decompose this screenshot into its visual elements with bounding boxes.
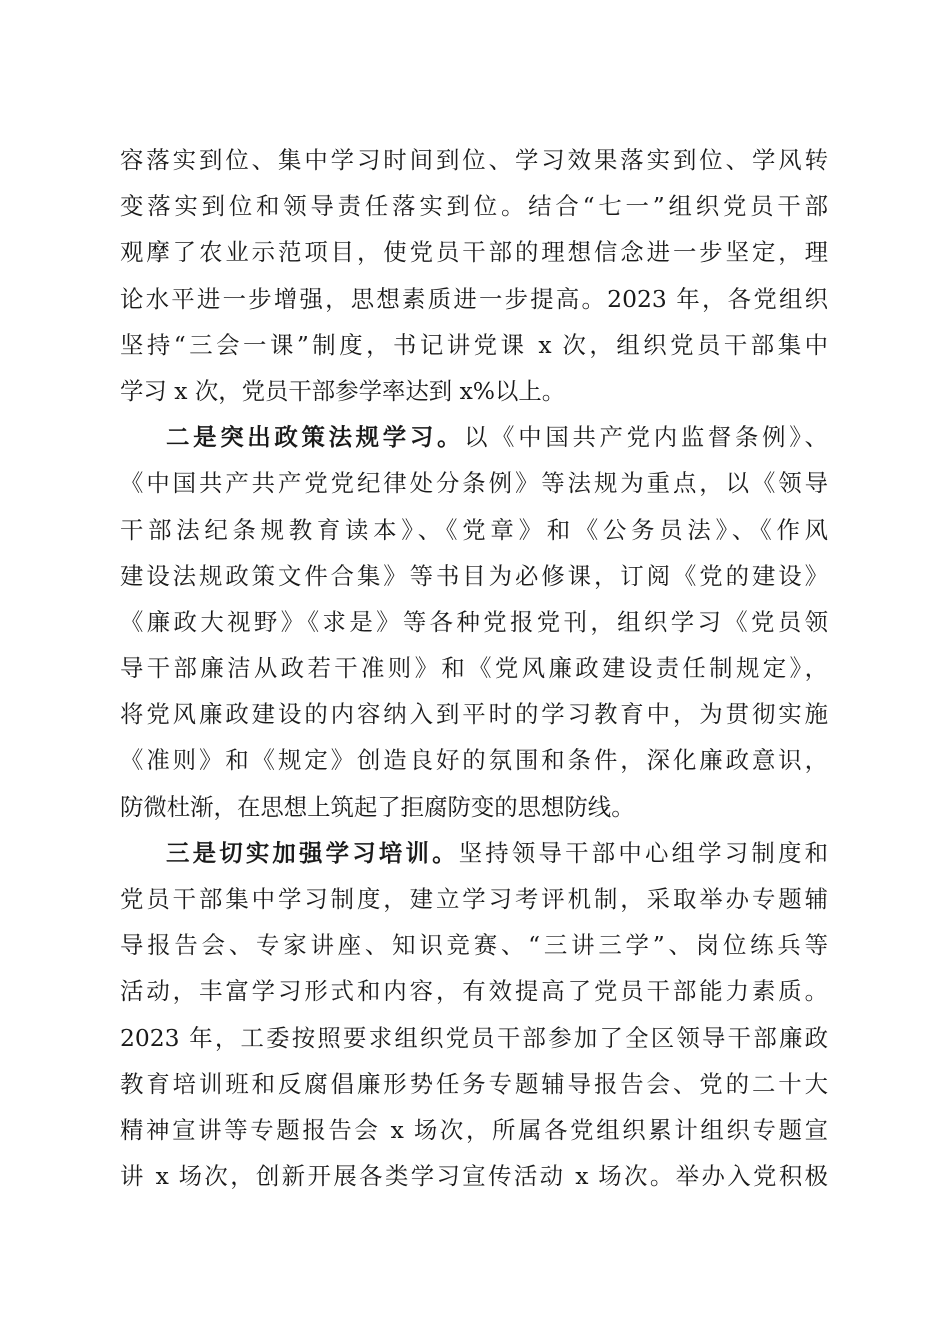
paragraph-3 bbox=[120, 830, 828, 1200]
text-line: 讲 x 场次，创新开展各类学习宣传活动 x 场次。举办入党积极 bbox=[120, 1162, 828, 1191]
text-line: 坚持“三会一课”制度，书记讲党课 x 次，组织党员干部集中 bbox=[120, 330, 828, 359]
text-line: 容落实到位、集中学习时间到位、学习效果落实到位、学风转 bbox=[120, 146, 828, 174]
text-line: 防微杜渐，在思想上筑起了拒腐防变的思想防线。 bbox=[120, 792, 635, 821]
text-line bbox=[120, 830, 828, 876]
paragraph-2 bbox=[120, 414, 828, 830]
text-line: 导干部廉洁从政若干准则》和《党风廉政建设责任制规定》， bbox=[120, 654, 828, 683]
text-line: 导报告会、专家讲座、知识竞赛、“三讲三学”、岗位练兵等 bbox=[120, 931, 828, 960]
text-line: 党员干部集中学习制度，建立学习考评机制，采取举办专题辅 bbox=[120, 885, 828, 913]
text-line: 观摩了农业示范项目，使党员干部的理想信念进一步坚定，理 bbox=[120, 238, 828, 267]
paragraph-1 bbox=[120, 137, 828, 414]
text-line bbox=[120, 414, 828, 460]
text-line: 建设法规政策文件合集》等书目为必修课，订阅《党的建设》 bbox=[120, 561, 828, 590]
text-line: 《准则》和《规定》创造良好的氛围和条件，深化廉政意识， bbox=[120, 746, 828, 775]
text-run: 以《中国共产党内监督条例》、 bbox=[464, 423, 828, 452]
text-line: 将党风廉政建设的内容纳入到平时的学习教育中，为贯彻实施 bbox=[120, 700, 828, 729]
text-line: 活动，丰富学习形式和内容，有效提高了党员干部能力素质。 bbox=[120, 977, 828, 1006]
text-line: 变落实到位和领导责任落实到位。结合“七一”组织党员干部 bbox=[120, 192, 828, 221]
text-line: 《廉政大视野》《求是》等各种党报党刊，组织学习《党员领 bbox=[120, 607, 828, 636]
text-line: 《中国共产共产党党纪律处分条例》等法规为重点，以《领导 bbox=[120, 469, 828, 498]
document-body bbox=[120, 137, 828, 1199]
text-line: 精神宣讲等专题报告会 x 场次，所属各党组织累计组织专题宣 bbox=[120, 1115, 828, 1144]
text-line: 2023 年，工委按照要求组织党员干部参加了全区领导干部廉政 bbox=[120, 1023, 828, 1052]
text-run: 坚持领导干部中心组学习制度和 bbox=[458, 838, 828, 867]
text-line: 教育培训班和反腐倡廉形势任务专题辅导报告会、党的二十大 bbox=[120, 1069, 828, 1098]
text-line: 论水平进一步增强，思想素质进一步提高。2023 年，各党组织 bbox=[120, 284, 828, 313]
text-line: 学习 x 次，党员干部参学率达到 x%以上。 bbox=[120, 376, 566, 405]
paragraph-heading: 二是突出政策法规学习。 bbox=[166, 423, 465, 452]
text-line: 干部法纪条规教育读本》、《党章》和《公务员法》、《作风 bbox=[120, 515, 828, 544]
paragraph-heading: 三是切实加强学习培训。 bbox=[166, 838, 459, 867]
